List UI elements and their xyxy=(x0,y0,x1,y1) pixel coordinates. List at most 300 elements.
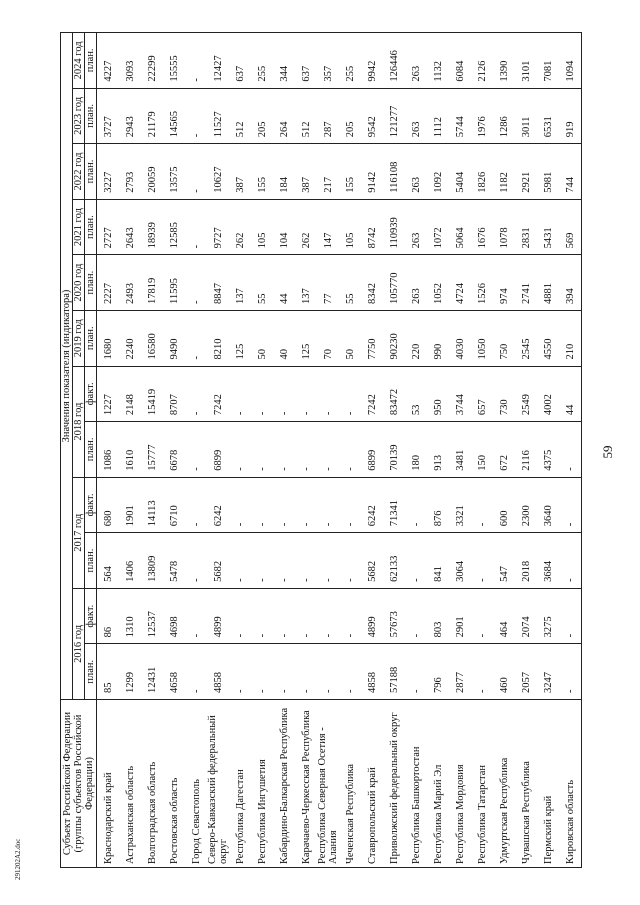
value-cell: 104 xyxy=(273,199,295,255)
value-cell: 184 xyxy=(273,144,295,200)
value-cell: 4724 xyxy=(449,255,471,311)
value-cell: 105 xyxy=(339,199,361,255)
year-header: 2016 год xyxy=(73,588,85,699)
table-row xyxy=(449,33,471,868)
value-cell: 255 xyxy=(339,33,361,89)
value-cell: 6678 xyxy=(163,422,185,478)
region-name: Чеченская Республика xyxy=(339,700,361,868)
value-cell: 5744 xyxy=(449,88,471,144)
value-cell: 2877 xyxy=(449,644,471,700)
value-cell: 4658 xyxy=(163,644,185,700)
value-cell: - xyxy=(559,588,582,644)
value-cell: 1072 xyxy=(427,199,449,255)
value-cell: 657 xyxy=(471,366,493,422)
value-cell: 9142 xyxy=(361,144,383,200)
value-cell: 919 xyxy=(559,88,582,144)
region-name: Ставропольский край xyxy=(361,700,383,868)
value-cell: - xyxy=(185,255,207,311)
value-cell: - xyxy=(295,366,317,422)
value-cell: 1112 xyxy=(427,88,449,144)
value-cell: 22299 xyxy=(141,33,163,89)
region-name: Северо-Кавказский федеральный округ xyxy=(207,700,229,868)
value-cell: 2116 xyxy=(515,422,537,478)
value-cell: - xyxy=(295,422,317,478)
value-cell: 3744 xyxy=(449,366,471,422)
value-cell: 730 xyxy=(493,366,515,422)
values-header: Значения показателя (индикатора) xyxy=(61,33,73,700)
value-cell: - xyxy=(273,422,295,478)
value-cell: - xyxy=(339,588,361,644)
value-cell: 3727 xyxy=(97,88,120,144)
region-name: Ростовская область xyxy=(163,700,185,868)
value-cell: 11527 xyxy=(207,88,229,144)
region-name: Республика Татарстан xyxy=(471,700,493,868)
value-cell: 4550 xyxy=(537,310,559,366)
value-cell: 6899 xyxy=(207,422,229,478)
value-cell: 3640 xyxy=(537,477,559,533)
value-cell: 262 xyxy=(295,199,317,255)
value-cell: 1406 xyxy=(119,533,141,589)
value-cell: 1092 xyxy=(427,144,449,200)
value-cell: 14113 xyxy=(141,477,163,533)
table-row xyxy=(251,33,273,868)
value-cell: - xyxy=(317,366,339,422)
region-name: Республика Северная Осетия - Алания xyxy=(317,700,339,868)
value-cell: 5478 xyxy=(163,533,185,589)
region-name: Карачаево-Черкесская Республика xyxy=(295,700,317,868)
value-cell: 6531 xyxy=(537,88,559,144)
region-name: Кабардино-Балкарская Республика xyxy=(273,700,295,868)
value-cell: 5682 xyxy=(361,533,383,589)
year-header: 2017 год xyxy=(73,477,85,588)
value-cell: 50 xyxy=(339,310,361,366)
table-row xyxy=(141,33,163,868)
value-cell: 8847 xyxy=(207,255,229,311)
table-row xyxy=(185,33,207,868)
value-cell: 1078 xyxy=(493,199,515,255)
value-cell: 7242 xyxy=(361,366,383,422)
value-cell: 1680 xyxy=(97,310,120,366)
value-cell: 3321 xyxy=(449,477,471,533)
year-header: 2024 год xyxy=(73,33,85,89)
table-row xyxy=(537,33,559,868)
value-cell: 974 xyxy=(493,255,515,311)
value-cell: 62133 xyxy=(383,533,405,589)
value-cell: 2921 xyxy=(515,144,537,200)
value-cell: 217 xyxy=(317,144,339,200)
value-cell: 2493 xyxy=(119,255,141,311)
value-cell: 2545 xyxy=(515,310,537,366)
value-cell: - xyxy=(471,644,493,700)
value-cell: - xyxy=(229,422,251,478)
value-cell: 672 xyxy=(493,422,515,478)
value-cell: - xyxy=(185,588,207,644)
value-cell: 3011 xyxy=(515,88,537,144)
value-cell: 1976 xyxy=(471,88,493,144)
value-cell: - xyxy=(251,366,273,422)
value-cell: - xyxy=(405,588,427,644)
value-cell: 205 xyxy=(251,88,273,144)
value-cell: 547 xyxy=(493,533,515,589)
value-cell: - xyxy=(185,88,207,144)
table-header xyxy=(61,33,97,868)
plan-header: план. xyxy=(85,33,97,89)
table-row xyxy=(339,33,361,868)
value-cell: - xyxy=(317,422,339,478)
value-cell: 2240 xyxy=(119,310,141,366)
value-cell: - xyxy=(471,533,493,589)
value-cell: 387 xyxy=(229,144,251,200)
value-cell: 155 xyxy=(251,144,273,200)
value-cell: 1826 xyxy=(471,144,493,200)
value-cell: - xyxy=(317,477,339,533)
table-row xyxy=(515,33,537,868)
value-cell: 5981 xyxy=(537,144,559,200)
value-cell: - xyxy=(295,588,317,644)
value-cell: 16580 xyxy=(141,310,163,366)
value-cell: - xyxy=(295,644,317,700)
value-cell: 1286 xyxy=(493,88,515,144)
value-cell: 564 xyxy=(97,533,120,589)
value-cell: 803 xyxy=(427,588,449,644)
value-cell: 105770 xyxy=(383,255,405,311)
value-cell: 17819 xyxy=(141,255,163,311)
value-cell: 1310 xyxy=(119,588,141,644)
region-name: Краснодарский край xyxy=(97,700,120,868)
value-cell: 147 xyxy=(317,199,339,255)
table-row xyxy=(295,33,317,868)
value-cell: 1526 xyxy=(471,255,493,311)
value-cell: 70 xyxy=(317,310,339,366)
value-cell: 126446 xyxy=(383,33,405,89)
value-cell: 6899 xyxy=(361,422,383,478)
value-cell: 876 xyxy=(427,477,449,533)
value-cell: 12427 xyxy=(207,33,229,89)
value-cell: 125 xyxy=(229,310,251,366)
value-cell: 3247 xyxy=(537,644,559,700)
value-cell: 8707 xyxy=(163,366,185,422)
value-cell: - xyxy=(559,422,582,478)
value-cell: 15777 xyxy=(141,422,163,478)
value-cell: 512 xyxy=(295,88,317,144)
region-name: Республика Ингушетия xyxy=(251,700,273,868)
value-cell: 210 xyxy=(559,310,582,366)
region-name: Республика Дагестан xyxy=(229,700,251,868)
value-cell: 680 xyxy=(97,477,120,533)
value-cell: 71341 xyxy=(383,477,405,533)
value-cell: 5431 xyxy=(537,199,559,255)
value-cell: 13809 xyxy=(141,533,163,589)
value-cell: 150 xyxy=(471,422,493,478)
value-cell: 1052 xyxy=(427,255,449,311)
value-cell: 6710 xyxy=(163,477,185,533)
value-cell: 44 xyxy=(559,366,582,422)
value-cell: 77 xyxy=(317,255,339,311)
value-cell: 2018 xyxy=(515,533,537,589)
year-header: 2019 год xyxy=(73,310,85,366)
value-cell: 7242 xyxy=(207,366,229,422)
value-cell: 2943 xyxy=(119,88,141,144)
value-cell: 15555 xyxy=(163,33,185,89)
value-cell: 4881 xyxy=(537,255,559,311)
value-cell: 1182 xyxy=(493,144,515,200)
value-cell: 950 xyxy=(427,366,449,422)
value-cell: 263 xyxy=(405,33,427,89)
value-cell: - xyxy=(273,588,295,644)
value-cell: 2126 xyxy=(471,33,493,89)
value-cell: 7750 xyxy=(361,310,383,366)
value-cell: 4030 xyxy=(449,310,471,366)
value-cell: - xyxy=(185,366,207,422)
year-header: 2022 год xyxy=(73,144,85,200)
value-cell: - xyxy=(185,33,207,89)
value-cell: 14565 xyxy=(163,88,185,144)
value-cell: 637 xyxy=(229,33,251,89)
value-cell: 2300 xyxy=(515,477,537,533)
value-cell: 1094 xyxy=(559,33,582,89)
table-row xyxy=(163,33,185,868)
value-cell: 11595 xyxy=(163,255,185,311)
value-cell: 6084 xyxy=(449,33,471,89)
region-name: Республика Мордовия xyxy=(449,700,471,868)
value-cell: - xyxy=(339,366,361,422)
value-cell: - xyxy=(251,644,273,700)
value-cell: - xyxy=(251,533,273,589)
plan-header: план. xyxy=(85,144,97,200)
region-name: Город Севастополь xyxy=(185,700,207,868)
value-cell: - xyxy=(295,533,317,589)
value-cell: 344 xyxy=(273,33,295,89)
value-cell: 464 xyxy=(493,588,515,644)
value-cell: 2643 xyxy=(119,199,141,255)
value-cell: 264 xyxy=(273,88,295,144)
plan-header: план. xyxy=(85,644,97,700)
value-cell: 53 xyxy=(405,366,427,422)
value-cell: 83472 xyxy=(383,366,405,422)
value-cell: 13575 xyxy=(163,144,185,200)
value-cell: - xyxy=(405,477,427,533)
value-cell: - xyxy=(229,366,251,422)
value-cell: 205 xyxy=(339,88,361,144)
plan-header: план. xyxy=(85,533,97,589)
value-cell: 4375 xyxy=(537,422,559,478)
value-cell: 4858 xyxy=(361,644,383,700)
value-cell: 2074 xyxy=(515,588,537,644)
value-cell: 90230 xyxy=(383,310,405,366)
value-cell: - xyxy=(229,588,251,644)
value-cell: 1227 xyxy=(97,366,120,422)
table-row xyxy=(559,33,582,868)
value-cell: 2741 xyxy=(515,255,537,311)
value-cell: - xyxy=(273,366,295,422)
value-cell: 3101 xyxy=(515,33,537,89)
value-cell: 20059 xyxy=(141,144,163,200)
value-cell: 3227 xyxy=(97,144,120,200)
value-cell: 9490 xyxy=(163,310,185,366)
subject-header: Субъект Российской Федерации (группы субъектов Российской Федерации) xyxy=(61,700,97,868)
value-cell: 255 xyxy=(251,33,273,89)
value-cell: 9727 xyxy=(207,199,229,255)
value-cell: 1390 xyxy=(493,33,515,89)
region-name: Удмуртская Республика xyxy=(493,700,515,868)
value-cell: - xyxy=(251,588,273,644)
value-cell: - xyxy=(251,422,273,478)
value-cell: - xyxy=(185,310,207,366)
year-header: 2023 год xyxy=(73,88,85,144)
value-cell: 6242 xyxy=(207,477,229,533)
value-cell: - xyxy=(339,533,361,589)
value-cell: 57673 xyxy=(383,588,405,644)
value-cell: 2057 xyxy=(515,644,537,700)
value-cell: 287 xyxy=(317,88,339,144)
value-cell: - xyxy=(229,477,251,533)
table-row xyxy=(493,33,515,868)
value-cell: 86 xyxy=(97,588,120,644)
value-cell: 3275 xyxy=(537,588,559,644)
value-cell: 263 xyxy=(405,88,427,144)
value-cell: 155 xyxy=(339,144,361,200)
value-cell: 116108 xyxy=(383,144,405,200)
value-cell: - xyxy=(405,644,427,700)
value-cell: 263 xyxy=(405,199,427,255)
value-cell: 1050 xyxy=(471,310,493,366)
value-cell: - xyxy=(185,533,207,589)
value-cell: 2549 xyxy=(515,366,537,422)
value-cell: - xyxy=(229,533,251,589)
table-row xyxy=(317,33,339,868)
value-cell: - xyxy=(317,588,339,644)
value-cell: - xyxy=(185,422,207,478)
page-number: 59 xyxy=(600,445,615,459)
region-name: Кировская область xyxy=(559,700,582,868)
value-cell: 55 xyxy=(339,255,361,311)
region-name: Астраханская область xyxy=(119,700,141,868)
fact-header: факт. xyxy=(85,588,97,644)
value-cell: 44 xyxy=(273,255,295,311)
value-cell: 21179 xyxy=(141,88,163,144)
value-cell: 394 xyxy=(559,255,582,311)
value-cell: 387 xyxy=(295,144,317,200)
value-cell: 1901 xyxy=(119,477,141,533)
value-cell: - xyxy=(317,644,339,700)
value-cell: - xyxy=(559,644,582,700)
value-cell: 12431 xyxy=(141,644,163,700)
value-cell: 40 xyxy=(273,310,295,366)
value-cell: 262 xyxy=(229,199,251,255)
region-name: Республика Башкортостан xyxy=(405,700,427,868)
value-cell: 105 xyxy=(251,199,273,255)
value-cell: 3684 xyxy=(537,533,559,589)
value-cell: 750 xyxy=(493,310,515,366)
value-cell: 2901 xyxy=(449,588,471,644)
value-cell: - xyxy=(339,477,361,533)
value-cell: 2831 xyxy=(515,199,537,255)
value-cell: - xyxy=(273,477,295,533)
region-name: Приволжский федеральный округ xyxy=(383,700,405,868)
table-row xyxy=(273,33,295,868)
value-cell: - xyxy=(229,644,251,700)
value-cell: 1086 xyxy=(97,422,120,478)
value-cell: 2227 xyxy=(97,255,120,311)
value-cell: 7081 xyxy=(537,33,559,89)
value-cell: 1610 xyxy=(119,422,141,478)
year-header: 2020 год xyxy=(73,255,85,311)
plan-header: план. xyxy=(85,255,97,311)
table-row xyxy=(383,33,405,868)
value-cell: 50 xyxy=(251,310,273,366)
value-cell: 841 xyxy=(427,533,449,589)
value-cell: - xyxy=(471,588,493,644)
fact-header: факт. xyxy=(85,477,97,533)
value-cell: - xyxy=(185,199,207,255)
value-cell: 637 xyxy=(295,33,317,89)
value-cell: 5404 xyxy=(449,144,471,200)
value-cell: - xyxy=(317,533,339,589)
value-cell: - xyxy=(559,533,582,589)
value-cell: 4899 xyxy=(207,588,229,644)
value-cell: 12585 xyxy=(163,199,185,255)
value-cell: 10627 xyxy=(207,144,229,200)
value-cell: 1132 xyxy=(427,33,449,89)
value-cell: 8342 xyxy=(361,255,383,311)
value-cell: 9542 xyxy=(361,88,383,144)
footer-filename: 291202A2.doc xyxy=(14,838,22,880)
value-cell: - xyxy=(251,477,273,533)
value-cell: 744 xyxy=(559,144,582,200)
value-cell: - xyxy=(339,644,361,700)
table-row xyxy=(207,33,229,868)
value-cell: 2793 xyxy=(119,144,141,200)
table-body xyxy=(97,33,582,868)
value-cell: 220 xyxy=(405,310,427,366)
plan-header: план. xyxy=(85,199,97,255)
table-row xyxy=(427,33,449,868)
value-cell: - xyxy=(185,144,207,200)
plan-header: план. xyxy=(85,88,97,144)
indicator-table xyxy=(60,32,582,868)
value-cell: 137 xyxy=(295,255,317,311)
table-row xyxy=(229,33,251,868)
value-cell: - xyxy=(273,644,295,700)
value-cell: 4858 xyxy=(207,644,229,700)
value-cell: 85 xyxy=(97,644,120,700)
value-cell: 600 xyxy=(493,477,515,533)
value-cell: 18939 xyxy=(141,199,163,255)
value-cell: 1299 xyxy=(119,644,141,700)
value-cell: - xyxy=(471,477,493,533)
value-cell: 121277 xyxy=(383,88,405,144)
value-cell: 6242 xyxy=(361,477,383,533)
value-cell: 3093 xyxy=(119,33,141,89)
value-cell: - xyxy=(405,533,427,589)
value-cell: 8210 xyxy=(207,310,229,366)
value-cell: 4002 xyxy=(537,366,559,422)
region-name: Пермский край xyxy=(537,700,559,868)
table-row xyxy=(361,33,383,868)
table-row xyxy=(471,33,493,868)
value-cell: 137 xyxy=(229,255,251,311)
value-cell: 512 xyxy=(229,88,251,144)
value-cell: 12537 xyxy=(141,588,163,644)
value-cell: - xyxy=(339,422,361,478)
value-cell: 2727 xyxy=(97,199,120,255)
value-cell: 55 xyxy=(251,255,273,311)
fact-header: факт. xyxy=(85,366,97,422)
value-cell: 569 xyxy=(559,199,582,255)
value-cell: 357 xyxy=(317,33,339,89)
value-cell: 70139 xyxy=(383,422,405,478)
value-cell: 4698 xyxy=(163,588,185,644)
